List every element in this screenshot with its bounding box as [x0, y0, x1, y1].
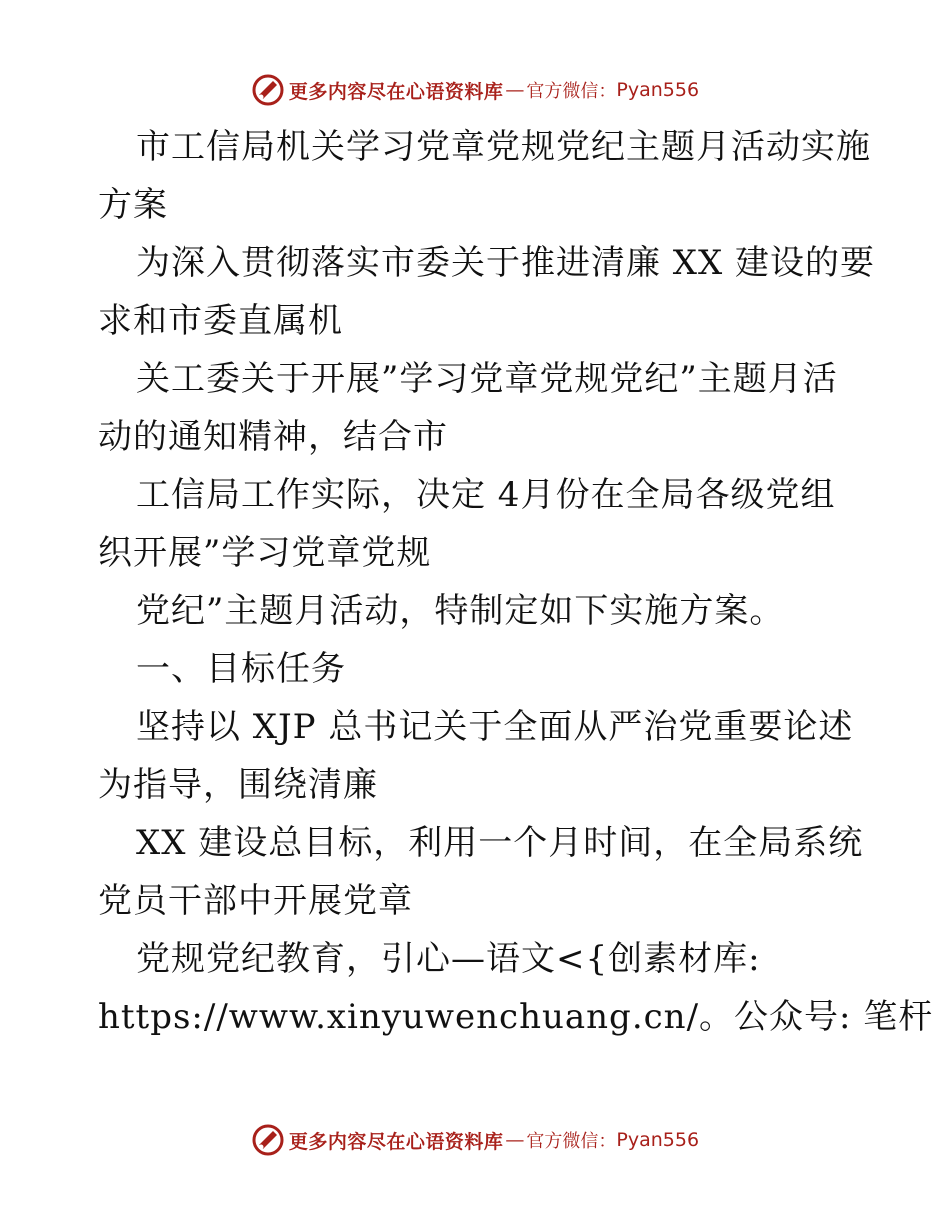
banner-wechat-label: 官方微信： — [526, 81, 617, 102]
document-line: 党员干部中开展党章 — [98, 881, 413, 921]
document-line: 坚持以 XJP 总书记关于全面从严治党重要论述 — [136, 707, 854, 747]
document-line: 关工委关于开展”学习党章党规党纪”主题月活 — [136, 359, 838, 399]
footer-banner — [0, 1120, 950, 1160]
banner-wechat-id: Pyan556 — [616, 1129, 700, 1151]
document-line: 求和市委直属机 — [98, 301, 343, 341]
document-line: 党纪”主题月活动，特制定如下实施方案。 — [136, 591, 785, 631]
document-line: 党规党纪教育，引心—语文<{创素材库: — [136, 939, 761, 979]
document-line: 方案 — [98, 185, 168, 225]
document-line: 市工信局机关学习党章党规党纪主题月活动实施 — [136, 127, 871, 167]
document-line: https://www.xinyuwenchuang.cn/。公众号: 笔杆 — [98, 997, 934, 1037]
banner-dash: — — [505, 79, 525, 101]
document-line: 为深入贯彻落实市委关于推进清廉 XX 建设的要 — [136, 243, 876, 283]
header-banner — [0, 70, 950, 110]
document-body — [98, 118, 934, 1046]
pen-logo-icon — [251, 1123, 285, 1157]
document-line: XX 建设总目标，利用一个月时间，在全局系统 — [136, 823, 864, 863]
document-line: 一、目标任务 — [136, 649, 346, 689]
document-line: 动的通知精神，结合市 — [98, 417, 448, 457]
pen-logo-icon — [251, 73, 285, 107]
banner-brand: 更多内容尽在心语资料库 — [288, 80, 504, 103]
banner-wechat-id: Pyan556 — [616, 79, 700, 101]
document-line: 为指导，围绕清廉 — [98, 765, 378, 805]
banner-wechat-label: 官方微信： — [526, 1131, 617, 1152]
document-line: 工信局工作实际，决定 4月份在全局各级党组 — [136, 475, 836, 515]
document-line: 织开展”学习党章党规 — [98, 533, 432, 573]
banner-brand: 更多内容尽在心语资料库 — [288, 1130, 504, 1153]
banner-dash: — — [505, 1129, 525, 1151]
